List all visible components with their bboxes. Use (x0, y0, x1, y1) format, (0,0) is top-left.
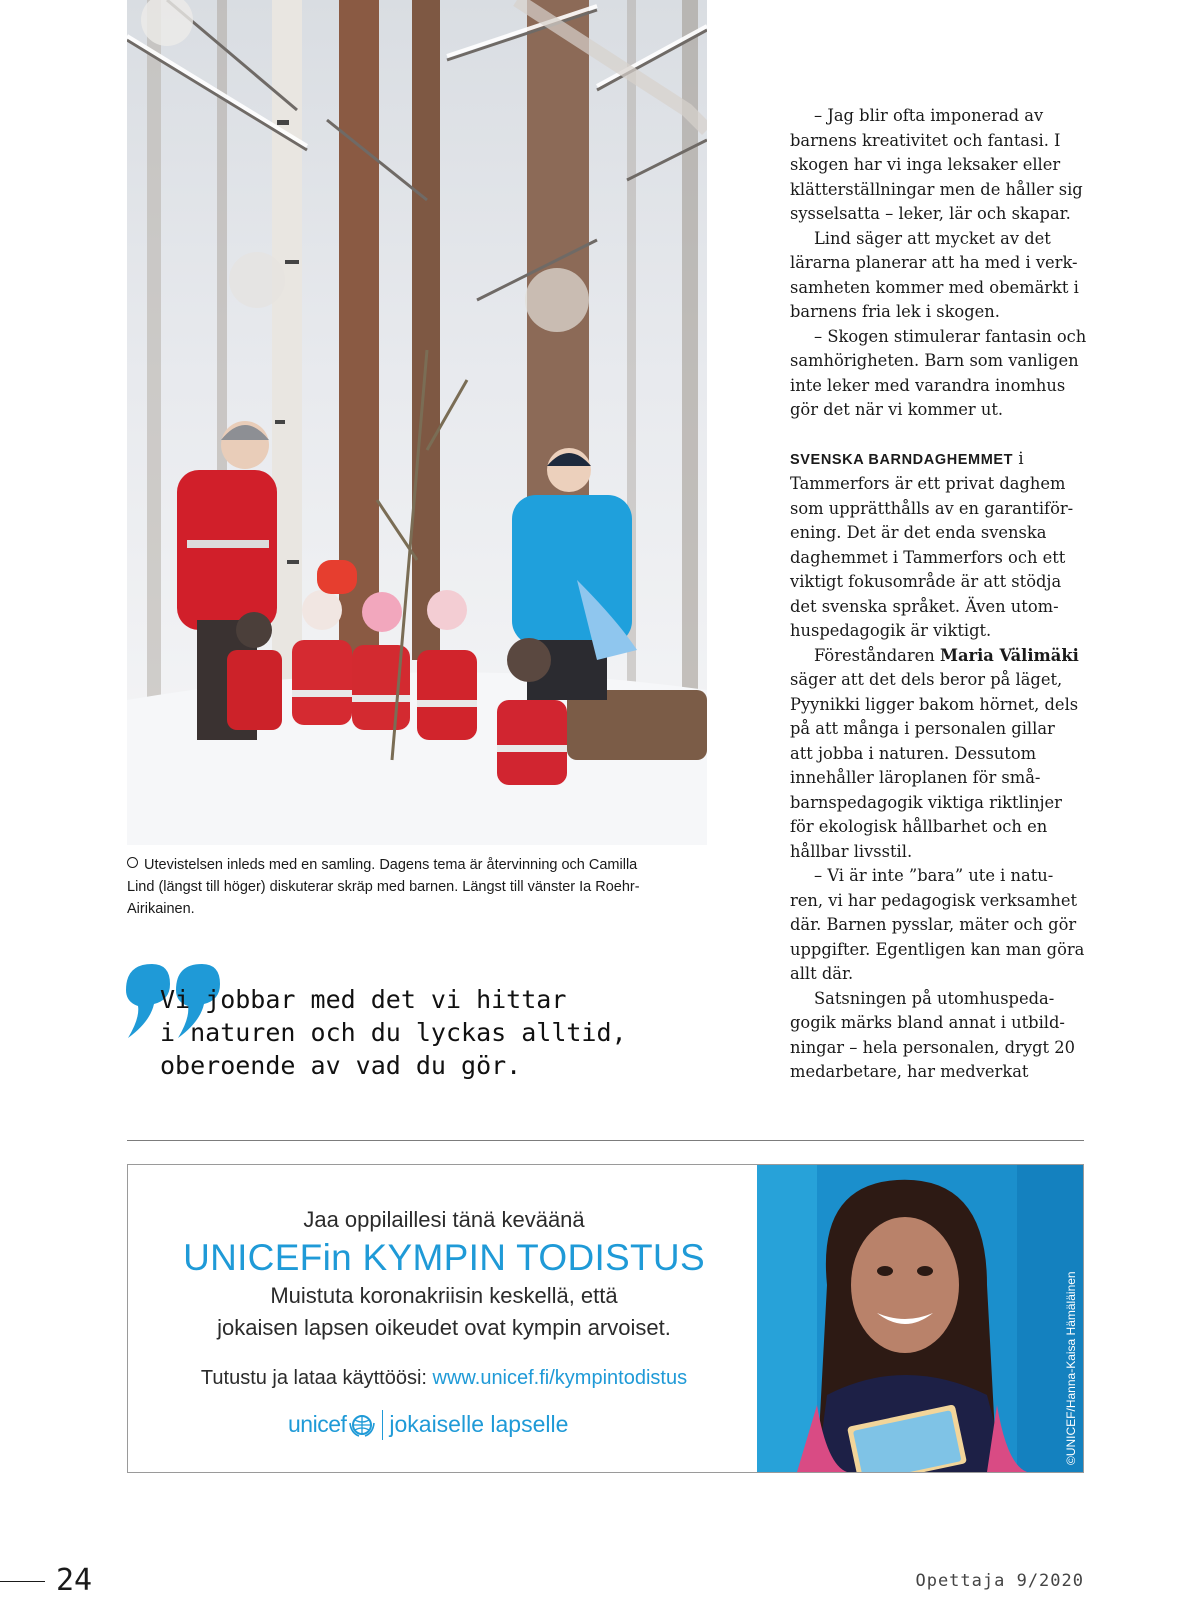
unicef-emblem-icon (349, 1413, 375, 1437)
body-line: innehåller läroplanen för små- (790, 768, 1041, 787)
person-name: Maria Välimäki (939, 645, 1079, 665)
body-line: säger att det dels beror på läget, (790, 670, 1063, 689)
unicef-logo (288, 1410, 568, 1440)
body-line: lärarna planerar att ha med i verk- (790, 253, 1078, 272)
body-line: allt där. (790, 964, 854, 983)
body-line: ening. Det är det enda svenska (790, 523, 1047, 542)
body-line: på att många i personalen gillar (790, 719, 1055, 738)
body-line: huspedagogik är viktigt. (790, 621, 992, 640)
ad-text-block (128, 1165, 760, 1472)
body-line: viktigt fokusområde är att stödja (790, 572, 1062, 591)
article-body (790, 104, 1100, 1085)
body-line: inte leker med varandra inomhus (790, 375, 1066, 395)
unicef-wordmark: unicef (288, 1411, 347, 1437)
body-line: barnens kreativitet och fantasi. I (790, 130, 1061, 150)
body-line: sysselsatta – leker, lär och skapar. (790, 204, 1071, 223)
ad-intro: Jaa oppilaillesi tänä keväänä (303, 1207, 585, 1232)
body-line: ren, vi har pedagogisk verksamhet (790, 890, 1078, 910)
body-line-intro (790, 644, 1100, 669)
ad-photo-girl (757, 1165, 1083, 1472)
body-line: gör det när vi kommer ut. (790, 400, 1004, 419)
footer-rule (0, 1581, 45, 1582)
body-line: barnspedagogik viktiga riktlinjer (790, 792, 1062, 812)
quote-line: Vi jobbar med det vi hittar (160, 985, 567, 1014)
body-line: gogik märks bland annat i utbild- (790, 1013, 1065, 1032)
body-line: samheten kommer med obemärkt i (790, 277, 1079, 297)
ad-cta-prefix: Tutustu ja lataa käyttöösi: (200, 1367, 433, 1389)
body-line: att jobba i naturen. Dessutom (790, 743, 1037, 763)
section-lead: SVENSKA BARNDAGHEMMET (790, 451, 1014, 468)
logo-separator (382, 1410, 383, 1440)
page-number: 24 (56, 1563, 93, 1598)
ad-subtitle-line: jokaisen lapsen oikeudet ovat kympin arvoiset. (217, 1315, 671, 1340)
section-lead-tail: i (1013, 448, 1024, 468)
body-line: – Vi är inte ”bara” ute i natu- (814, 866, 1054, 885)
body-line: Pyynikki ligger bakom hörnet, dels (790, 694, 1079, 714)
ad-url-link[interactable]: www.unicef.fi/kympintodistus (432, 1367, 688, 1389)
body-line: samhörigheten. Barn som vanligen (790, 351, 1079, 370)
section-lead-line (790, 447, 1100, 473)
section-divider (127, 1140, 1084, 1141)
body-line: klätterställningar men de håller sig (790, 179, 1083, 199)
body-line: hållbar livsstil. (790, 841, 913, 861)
caption-line: Airikainen. (127, 901, 195, 917)
ad-cta (128, 1367, 760, 1390)
body-line: ningar – hela personalen, drygt 20 (790, 1037, 1075, 1057)
caption-line: Lind (längst till höger) diskuterar skräp med barnen. Längst till vänster Ia Roehr- (127, 879, 640, 895)
body-line: Tammerfors är ett privat daghem (790, 474, 1066, 493)
body-line: skogen har vi inga leksaker eller (790, 155, 1061, 174)
article-photo (127, 0, 707, 845)
body-line: för ekologisk hållbarhet och en (790, 817, 1048, 836)
caption-bullet-icon (127, 857, 138, 868)
pull-quote (160, 983, 700, 1082)
body-line: där. Barnen pysslar, mäter och gör (790, 915, 1077, 934)
body-line: – Jag blir ofta imponerad av (814, 106, 1044, 125)
unicef-advertisement (127, 1164, 1084, 1473)
quote-line: i naturen och du lyckas alltid, (160, 1018, 627, 1047)
quote-line: oberoende av vad du gör. (160, 1051, 522, 1080)
photo-credit: ©UNICEF/Hanna-Kaisa Hämäläinen (1064, 1271, 1078, 1465)
body-line: Lind säger att mycket av det (814, 228, 1051, 248)
body-line: medarbetare, har medverkat (790, 1062, 1029, 1081)
girl-portrait-illustration (757, 1165, 1083, 1472)
body-line: barnens fria lek i skogen. (790, 302, 1000, 321)
forest-scene-illustration (127, 0, 707, 845)
ad-subtitle-line: Muistuta koronakriisin keskellä, että (270, 1283, 618, 1308)
body-line: Satsningen på utomhuspeda- (814, 988, 1055, 1008)
para5-intro: Föreståndaren (814, 645, 940, 665)
caption-line: Utevistelsen inleds med en samling. Dagens tema är återvinning och Camilla (144, 857, 638, 873)
unicef-tagline: jokaiselle lapselle (389, 1411, 569, 1437)
magazine-issue: Opettaja 9/2020 (915, 1571, 1084, 1591)
photo-caption (127, 854, 687, 920)
body-line: det svenska språket. Även utom- (790, 596, 1059, 616)
body-line: som upprätthålls av en garantiför- (790, 498, 1074, 518)
body-line: – Skogen stimulerar fantasin och (814, 326, 1087, 346)
body-line: uppgifter. Egentligen kan man göra (790, 939, 1085, 959)
body-line: daghemmet i Tammerfors och ett (790, 547, 1066, 567)
ad-title: UNICEFin KYMPIN TODISTUS (183, 1237, 705, 1278)
